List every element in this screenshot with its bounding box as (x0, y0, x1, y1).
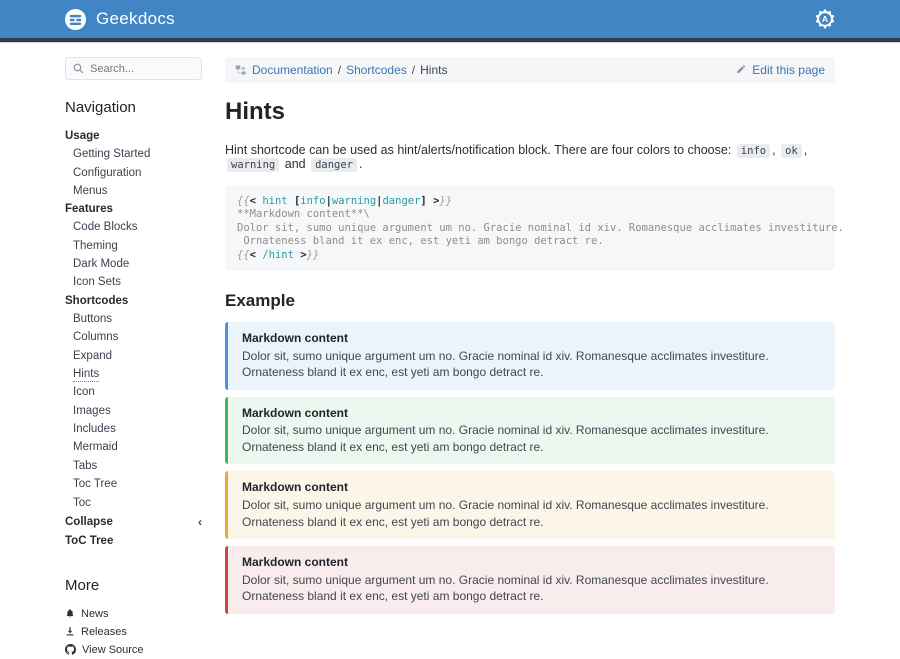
sidebar-item-icon-sets[interactable]: Icon Sets (73, 276, 121, 289)
svg-text:A: A (821, 14, 829, 25)
sidebar-link-view-source[interactable]: View Source (65, 641, 202, 659)
intro-text: Hint shortcode can be used as hint/alerts/notification block. There are four colors to choose: (225, 143, 732, 157)
hint-body: Dolor sit, sumo unique argument um no. Gracie nominal id xiv. Romanesque acclimates investiture. Ornateness bland it ex enc, est yeti am bongo detract re. (242, 348, 769, 380)
sidebar-item-images[interactable]: Images (73, 404, 111, 417)
intro-paragraph: Hint shortcode can be used as hint/alerts/notification block. There are four colors to choose: info , ok , warning and danger . (225, 143, 808, 171)
sidebar-link-releases[interactable]: Releases (65, 623, 202, 641)
sidebar-section-shortcodes[interactable]: Shortcodes (65, 294, 129, 307)
hint-box-warning (225, 471, 835, 539)
pencil-icon (736, 65, 747, 76)
sidebar-item-getting-started[interactable]: Getting Started (73, 148, 151, 161)
inline-code-danger: danger (311, 158, 357, 172)
edit-this-page-link[interactable]: Edit this page (736, 63, 825, 77)
hint-shortcode-code-block[interactable]: {{< hint [info|warning|danger] >}} **Markdown content**\ Dolor sit, sumo unique argument um no. Gracie nominal id xiv. Romanesque acclimates investiture. Ornateness bland it ex enc, est yeti am bongo detract re. {{< /hint >}} (225, 186, 835, 271)
sidebar-item-menus[interactable]: Menus (73, 184, 108, 197)
search-icon (73, 63, 84, 74)
chevron-left-icon[interactable]: ‹ (198, 514, 202, 529)
sidebar-item-dark-mode[interactable]: Dark Mode (73, 258, 130, 271)
brand-title: Geekdocs (96, 9, 175, 28)
sidebar-item-tabs[interactable]: Tabs (73, 459, 98, 472)
inline-code-info: info (737, 144, 770, 158)
search-box[interactable] (65, 57, 202, 80)
sidebar-link-news[interactable]: News (65, 605, 202, 623)
hint-body: Dolor sit, sumo unique argument um no. Gracie nominal id xiv. Romanesque acclimates investiture. Ornateness bland it ex enc, est yeti am bongo detract re. (242, 572, 769, 604)
breadcrumb-link-documentation[interactable]: Documentation (252, 63, 333, 77)
hint-body: Dolor sit, sumo unique argument um no. Gracie nominal id xiv. Romanesque acclimates investiture. Ornateness bland it ex enc, est yeti am bongo detract re. (242, 423, 769, 454)
breadcrumb-bar (225, 57, 835, 83)
download-icon (65, 626, 75, 637)
example-heading: Example (225, 291, 295, 311)
breadcrumb-separator: / (411, 63, 416, 77)
app-header (0, 0, 900, 42)
sidebar-item-theming[interactable]: Theming (73, 239, 118, 252)
github-icon (65, 644, 76, 655)
sidebar-item-toc[interactable]: Toc (73, 496, 91, 509)
sidebar-section-collapse[interactable]: Collapse ‹ (65, 514, 202, 529)
sidebar (65, 57, 202, 659)
hint-title: Markdown content (242, 480, 349, 495)
breadcrumb (235, 63, 447, 77)
main-content (225, 57, 844, 659)
inline-code-ok: ok (781, 144, 802, 158)
sidebar-item-includes[interactable]: Includes (73, 423, 116, 436)
sidebar-item-expand[interactable]: Expand (73, 349, 113, 362)
sidebar-item-toc-tree[interactable]: Toc Tree (73, 478, 118, 491)
sidebar-item-hints-current[interactable]: Hints (73, 367, 100, 380)
search-input[interactable] (90, 63, 194, 75)
sidebar-section-usage[interactable]: Usage (65, 130, 100, 142)
sidebar-more-title: More (65, 576, 100, 594)
hint-body: Dolor sit, sumo unique argument um no. Gracie nominal id xiv. Romanesque acclimates investiture. Ornateness bland it ex enc, est yeti am bongo detract re. (242, 498, 769, 529)
sidebar-item-buttons[interactable]: Buttons (73, 312, 112, 325)
sidebar-item-mermaid[interactable]: Mermaid (73, 441, 118, 454)
hint-box-ok (225, 397, 835, 465)
breadcrumb-current: Hints (420, 63, 448, 77)
geekdocs-logo-icon (64, 8, 87, 31)
brand[interactable] (64, 8, 175, 31)
sitemap-icon (235, 64, 247, 76)
hint-box-info (225, 322, 835, 390)
breadcrumb-link-shortcodes[interactable]: Shortcodes (346, 63, 407, 77)
breadcrumb-separator: / (337, 63, 342, 77)
bell-icon (65, 608, 75, 619)
page-title: Hints (225, 98, 285, 125)
hint-title: Markdown content (242, 331, 349, 346)
sidebar-nav-title: Navigation (65, 99, 136, 116)
hint-examples (225, 322, 835, 614)
hint-box-danger (225, 546, 835, 614)
page-layout (0, 42, 900, 659)
sidebar-item-icon[interactable]: Icon (73, 386, 95, 399)
sidebar-item-columns[interactable]: Columns (73, 331, 119, 344)
hint-title: Markdown content (242, 555, 349, 570)
sidebar-item-configuration[interactable]: Configuration (73, 166, 142, 179)
sidebar-item-code-blocks[interactable]: Code Blocks (73, 221, 138, 234)
hint-title: Markdown content (242, 405, 349, 420)
inline-code-warning: warning (227, 158, 279, 172)
sidebar-section-toc-tree[interactable]: ToC Tree (65, 534, 114, 547)
brightness-auto-icon[interactable] (814, 8, 836, 30)
sidebar-section-features[interactable]: Features (65, 203, 113, 216)
